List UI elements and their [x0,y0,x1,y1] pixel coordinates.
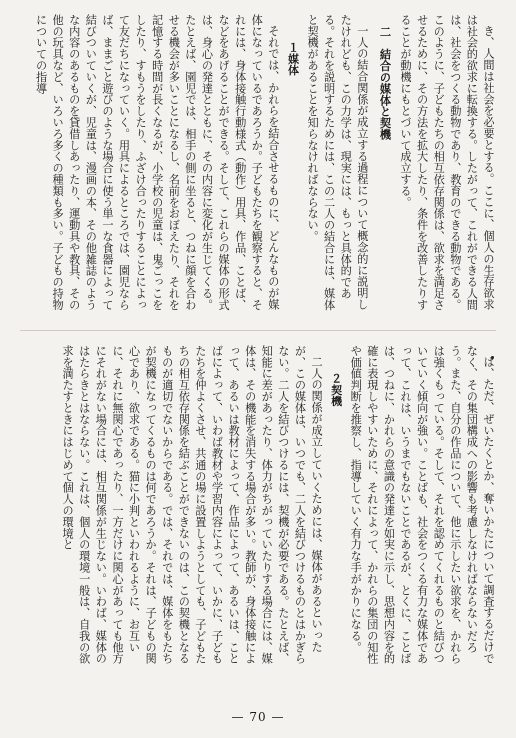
paragraph-intro: き、人間は社会を必要とする。ここに、個人の生存欲求は社会的欲求に転換する。したがって、これができる人間は、社会をつくる動物であり、教育のできる動物である。このように、子どもたちの相互依存関係は、欲求を満足させるために、その方法を拡大したり、条件を改善したりすることが動機にもとづいて成立する。 [399,14,495,311]
top-text-block [26,14,496,319]
subheading-media: １媒体 [286,42,300,76]
subheading-trigger: ２契機 [329,373,343,407]
bottom-text-block [26,345,496,670]
paragraph-media-continued: は、ただ、ぜいたくとか、奪いかたについて調査するだけでなく、その集団構成への影響も考慮しなければならないだろう。また、自分の作品について、他に示したい欲求を、かれらは強くもっている。そして、それを認めてくれるものと結びついていく傾向が強い。ことばも、社会をつくる有力な媒体であって、これは、いうまでもないことであるが、とくに、ことばは、つねに、かれらの意識の発達を如実に示し、思想内容を的確に表現しやすいために、それによって、かれらの集団の知性や価値判断を推察し、指導していく有力な手がかりになる。 [349,345,495,665]
divider-rule [20,330,496,331]
paragraph-media: それでは、かれらを結合させるものに、どんなものが媒体になっているであろうか。子どもたちを観察すると、それには、身体接触行動様式（動作）用具、作品、ことば、などをあげることができる。そして、これらの媒体の形式は、身心の発達とともに、その内容に変化が生じてくる。たとえば、園児では、相手の側に坐ると、つねに顔を合わせる機会が多いことになるし、名前をおぼえたり、それを記憶する時間が長くなるが、小学校の児童は、鬼ごっこをしたり、すもうをしたり、ふざけ合ったりすることによって友だちになっていく。用具によるところでは、園児ならば、ままごと遊びのような場合に使う単一な食器によって結びついていくが、児童は、漫画の本、その他雑誌のような内容のあるものを貸借しあったり、運動具や教具、その他の玩具など、いろいろ多くの種類も多い。子どもの持物についての指導 [34,14,280,311]
section-heading: 二 結合の媒体と契機 [378,26,392,140]
paragraph-section: 一人の結合関係が成立する過程について概念的に説明したけれども、この力学は、現実には、もっと具体的である。それを説明するためには、この二人の結合には、媒体と契機があることを知らなければならない。 [306,14,369,311]
paragraph-trigger: 二人の関係が成立していくためには、媒体があるといったが、この媒体は、いつでも、二人を結びつけるものとはかぎらない。二人を結びつけるには、契機が必要である。たとえば、知能に差があったり、体力がちがっていたりする場合には、媒体は、その機能を消失する場合が多い。教師が、身体接触によって、あるいは教材によって、作品によって、あるいは、ことばによって、いわば教材や学習内容によって、いかに、子どもたちを仲よくさせ、共通の場に設置しようとしても、子どもたちの相互依存関係を結ぶことができないのは、この契機となるものが適切でないからである。では、それでは、媒体をもたちが契機になってくるものは何であろうか。それは、子どもの関心であり、欲求である。猫に小判といわれるように、お互いに、それに無関心であったり、一方だけに関心があっても他方にそれがない場合には、相互関係が生じない。いわば、媒体のはたらきとはならない。これは、個人の環境一般は、自我の欲求を満たすときにはじめて個人の環境と [61,345,324,665]
page-number: — 70 — [231,710,285,724]
